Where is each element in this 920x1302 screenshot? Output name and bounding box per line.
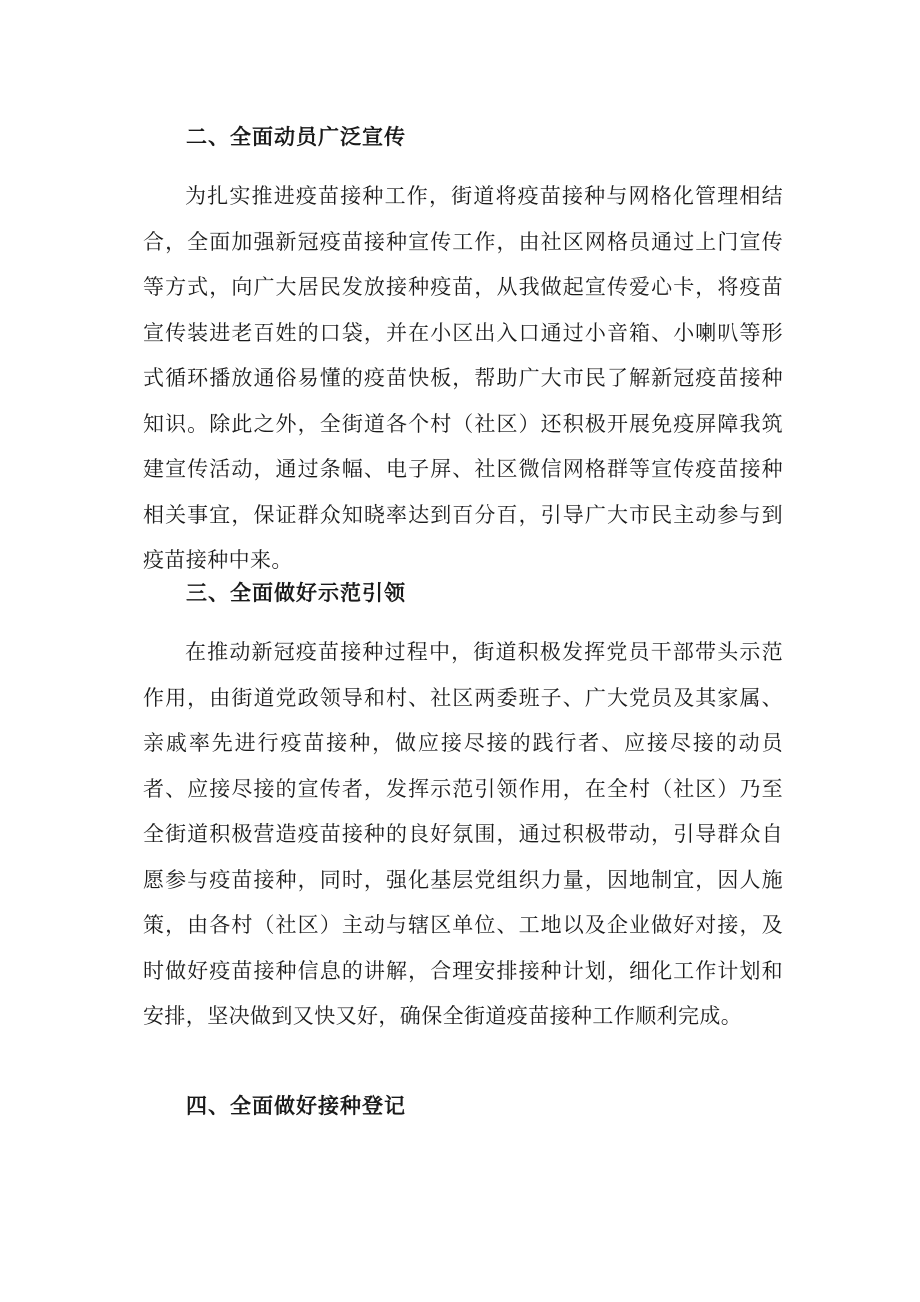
section-paragraph-2: 为扎实推进疫苗接种工作，街道将疫苗接种与网格化管理相结合，全面加强新冠疫苗接种宣传工作，由社区网格员通过上门宣传等方式，向广大居民发放接种疫苗，从我做起宣传爱心卡，将疫苗宣传装进老百姓的口袋，并在小区出入口通过小音箱、小喇叭等形式循环播放通俗易懂的疫苗快板，帮助广大市民了解新冠疫苗接种知识。除此之外，全街道各个村（社区）还积极开展免疫屏障我筑建宣传活动，通过条幅、电子屏、社区微信网格群等宣传疫苗接种相关事宜，保证群众知晓率达到百分百，引导广大市民主动参与到疫苗接种中来。: [143, 184, 783, 572]
section-paragraph-3: 在推动新冠疫苗接种过程中，街道积极发挥党员干部带头示范作用，由街道党政领导和村、社区两委班子、广大党员及其家属、亲戚率先进行疫苗接种，做应接尽接的践行者、应接尽接的动员者、应接尽接的宣传者，发挥示范引领作用，在全村（社区）乃至全街道积极营造疫苗接种的良好氛围，通过积极带动，引导群众自愿参与疫苗接种，同时，强化基层党组织力量，因地制宜，因人施策，由各村（社区）主动与辖区单位、工地以及企业做好对接，及时做好疫苗接种信息的讲解，合理安排接种计划，细化工作计划和安排，坚决做到又快又好，确保全街道疫苗接种工作顺利完成。: [143, 640, 783, 1028]
section-heading-3: 三、全面做好示范引领: [186, 580, 406, 605]
section-heading-2: 二、全面动员广泛宣传: [186, 124, 406, 149]
section-heading-4: 四、全面做好接种登记: [186, 1093, 406, 1118]
